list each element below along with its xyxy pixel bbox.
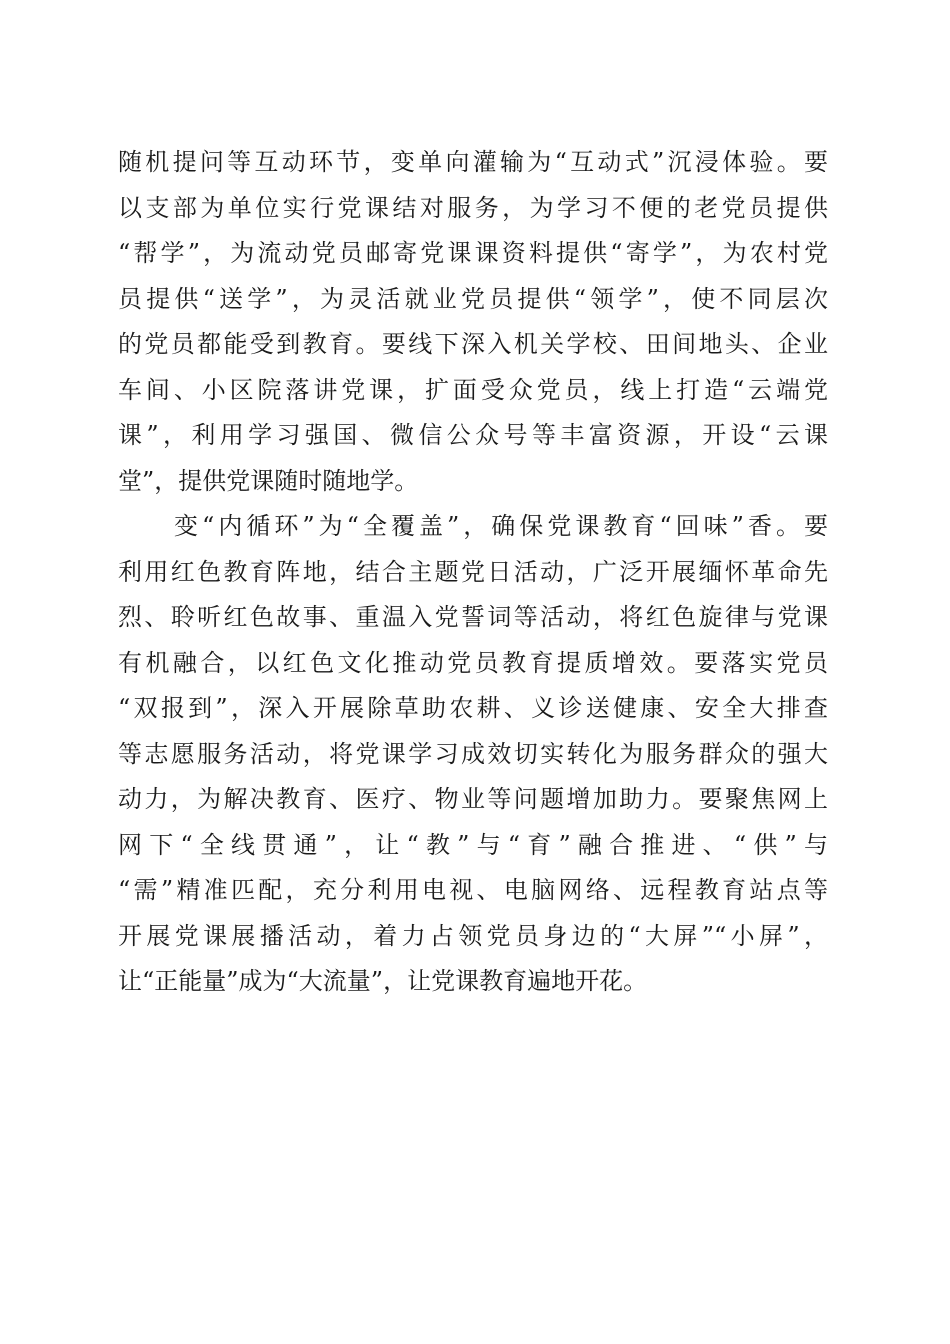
text-line: 员提供“送学”，为灵活就业党员提供“领学”，使不同层次 — [118, 284, 828, 313]
text-line: 等志愿服务活动，将党课学习成效切实转化为服务群众的强大 — [118, 739, 828, 768]
text-line: 的党员都能受到教育。要线下深入机关学校、田间地头、企业 — [118, 330, 828, 358]
text-line: 变“内循环”为“全覆盖”，确保党课教育“回味”香。要 — [118, 512, 828, 540]
text-line: 烈、聆听红色故事、重温入党誓词等活动，将红色旋律与党课 — [118, 603, 828, 631]
text-line: 动力，为解决教育、医疗、物业等问题增加助力。要聚焦网上 — [118, 785, 828, 813]
text-line: 堂”，提供党课随时随地学。 — [118, 466, 419, 495]
paragraph-1 — [118, 140, 828, 504]
text-line: 利用红色教育阵地，结合主题党日活动，广泛开展缅怀革命先 — [118, 557, 828, 586]
paragraph-2 — [118, 504, 828, 1005]
text-line: “帮学”，为流动党员邮寄党课课资料提供“寄学”，为农村党 — [118, 239, 828, 267]
document-body — [118, 140, 828, 1005]
text-line: 以支部为单位实行党课结对服务，为学习不便的老党员提供 — [118, 193, 828, 222]
text-line: 随机提问等互动环节，变单向灌输为“互动式”沉浸体验。要 — [118, 148, 828, 176]
text-line: “双报到”，深入开展除草助农耕、义诊送健康、安全大排查 — [118, 694, 828, 722]
text-line: 网下“全线贯通”，让“教”与“育”融合推进、“供”与 — [118, 830, 828, 859]
text-line: “需”精准匹配，充分利用电视、电脑网络、远程教育站点等 — [118, 876, 828, 904]
text-line: 车间、小区院落讲党课，扩面受众党员，线上打造“云端党 — [118, 375, 828, 404]
text-line: 课”，利用学习强国、微信公众号等丰富资源，开设“云课 — [118, 421, 828, 449]
text-line: 有机融合，以红色文化推动党员教育提质增效。要落实党员 — [118, 648, 828, 677]
text-line: 让“正能量”成为“大流量”，让党课教育遍地开花。 — [118, 967, 648, 995]
text-line: 开展党课展播活动，着力占领党员身边的“大屏”“小屏”， — [118, 921, 828, 950]
